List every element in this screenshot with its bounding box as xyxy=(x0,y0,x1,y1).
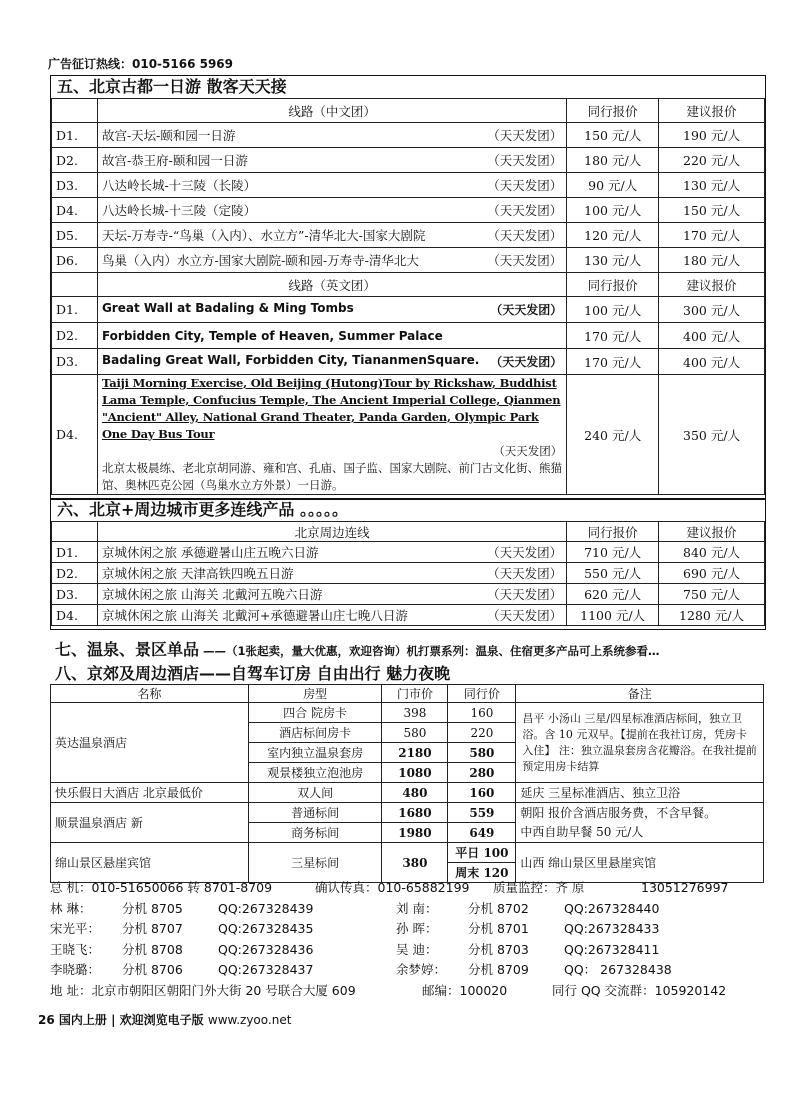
hotel-table-wrap xyxy=(50,684,764,883)
daily-tag: （天天发团） xyxy=(487,128,563,143)
list-price: 580 xyxy=(382,723,448,743)
peer-price: 150 元/人 xyxy=(567,123,659,148)
tour-row xyxy=(52,542,765,563)
staff-row xyxy=(50,899,764,920)
row-code: D6. xyxy=(52,248,98,273)
daily-tag: （天天发团） xyxy=(487,203,563,218)
hotel-row xyxy=(51,843,764,863)
suggest-price: 180 元/人 xyxy=(659,248,765,273)
room-type: 室内独立温泉套房 xyxy=(248,743,382,763)
staff-extension: 分机 8701 xyxy=(468,921,529,936)
sec6-header-row xyxy=(52,522,765,542)
daily-tag: （天天发团） xyxy=(487,545,563,560)
daily-tag: （天天发团） xyxy=(487,587,563,602)
hotel-name: 绵山景区悬崖宾馆 xyxy=(51,843,249,883)
peer-price: 180 元/人 xyxy=(567,148,659,173)
route-cell xyxy=(97,542,566,563)
staff-name: 李晓璐： xyxy=(50,962,101,977)
tour-row xyxy=(52,563,765,584)
quality-control: 质量监控：齐 原 xyxy=(493,880,585,895)
address: 地 址：北京市朝阳区朝阳门外大街 20 号联合大厦 609 xyxy=(50,982,356,998)
hotel-name-header: 名称 xyxy=(51,685,249,703)
daily-tag: （天天发团） xyxy=(487,253,563,268)
hotel-row xyxy=(51,803,764,823)
row-code: D2. xyxy=(52,323,98,349)
suggest-price: 190 元/人 xyxy=(659,123,765,148)
staff-qq: QQ:267328411 xyxy=(564,941,660,957)
staff-qq: QQ:267328435 xyxy=(218,921,314,936)
staff-extension: 分机 8703 xyxy=(468,941,529,957)
hotel-row xyxy=(51,783,764,803)
contact-main-line xyxy=(50,878,764,899)
d4-tag: （天天发团） xyxy=(493,444,563,458)
d4-route-cn: 北京太极晨练、老北京胡同游、雍和宫、孔庙、国子监、国家大剧院、前门古文化街、熊猫馆、奥林匹克公园（鸟巢水立方外景）一日游。 xyxy=(101,461,562,492)
route-cell xyxy=(97,148,566,173)
staff-row xyxy=(50,940,764,961)
cn-header-row xyxy=(52,99,765,123)
route-name: Forbidden City, Temple of Heaven, Summer Palace xyxy=(101,328,443,343)
staff-name: 刘 南： xyxy=(396,900,438,916)
suggest-price: 300 元/人 xyxy=(659,297,765,323)
en-header-row xyxy=(52,273,765,297)
staff-name: 吴 迪： xyxy=(396,941,438,957)
postcode: 邮编：100020 xyxy=(422,982,508,998)
daily-tag: （天天发团） xyxy=(490,303,563,317)
contact-block xyxy=(50,878,764,1001)
hotel-table xyxy=(50,684,764,883)
route-name: 鸟巢（入内）水立方-国家大剧院-颐和园-万寿寺-清华北大 xyxy=(101,253,419,268)
daily-tag: （天天发团） xyxy=(487,608,563,623)
hotel-remark: 延庆 三星标准酒店、独立卫浴 xyxy=(516,783,764,803)
route-name: Badaling Great Wall, Forbidden City, TiananmenSquare. xyxy=(101,353,480,367)
route-name: 京城休闲之旅 承德避暑山庄五晚六日游 xyxy=(101,545,319,560)
suggest-price: 400 元/人 xyxy=(659,323,765,349)
section-5-box xyxy=(50,75,766,500)
tour-row xyxy=(52,297,765,323)
staff-extension: 分机 8702 xyxy=(468,900,529,916)
peer-price-weekday: 平日 100 xyxy=(448,843,516,863)
peer-price: 130 元/人 xyxy=(567,248,659,273)
peer-price: 550 元/人 xyxy=(567,563,659,584)
list-price-header: 门市价 xyxy=(382,685,448,703)
list-price: 380 xyxy=(382,843,448,883)
route-name: Great Wall at Badaling & Ming Tombs xyxy=(101,301,354,315)
tour-row xyxy=(52,198,765,223)
room-type: 四合 院房卡 xyxy=(248,703,382,723)
list-price: 480 xyxy=(382,783,448,803)
staff-qq: QQ:267328433 xyxy=(564,921,660,936)
hotel-header-row xyxy=(51,685,764,703)
suggest-price: 690 元/人 xyxy=(659,563,765,584)
section-6-title: 六、北京+周边城市更多连线产品 。。。。。 xyxy=(57,500,348,519)
peer-price: 160 xyxy=(448,783,516,803)
route-name: 天坛-万寿寺-“鸟巢（入内）、水立方”-清华北大-国家大剧院 xyxy=(101,228,426,243)
remark-line: 朝阳 报价含酒店服务费，不含早餐。 xyxy=(520,805,717,820)
linked-tour-table xyxy=(51,521,765,626)
row-code: D3. xyxy=(52,584,98,605)
tour-row xyxy=(52,223,765,248)
peer-price: 280 xyxy=(448,763,516,783)
peer-price: 100 元/人 xyxy=(567,198,659,223)
room-type: 普通标间 xyxy=(248,803,382,823)
route-cell xyxy=(97,323,566,349)
tour-row xyxy=(52,323,765,349)
staff-qq: QQ:267328440 xyxy=(564,900,660,916)
suggest-price: 170 元/人 xyxy=(659,223,765,248)
route-cell xyxy=(97,563,566,584)
list-price: 1080 xyxy=(382,763,448,783)
room-type: 三星标间 xyxy=(248,843,382,883)
hotel-remark: 山西 绵山景区里悬崖宾馆 xyxy=(516,843,764,883)
address-line xyxy=(50,981,764,1002)
page-footer xyxy=(38,1011,291,1028)
peer-price: 559 xyxy=(448,803,516,823)
staff-qq: QQ:267328439 xyxy=(218,900,314,916)
row-code: D4. xyxy=(52,375,98,495)
suggest-price: 130 元/人 xyxy=(659,173,765,198)
section-5-title: 五、北京古都一日游 散客天天接 xyxy=(57,77,287,96)
list-price: 1680 xyxy=(382,803,448,823)
staff-row xyxy=(50,960,764,981)
staff-name: 林 琳： xyxy=(50,900,92,916)
staff-extension: 分机 8708 xyxy=(122,941,183,957)
suggest-price: 400 元/人 xyxy=(659,349,765,375)
staff-extension: 分机 8706 xyxy=(122,962,183,977)
tour-row xyxy=(52,349,765,375)
en-d4-row xyxy=(52,375,765,495)
peer-price: 160 xyxy=(448,703,516,723)
quality-phone: 13051276997 xyxy=(641,880,729,895)
qq-group: 同行 QQ 交流群：105920142 xyxy=(552,982,727,998)
peer-price: 100 元/人 xyxy=(567,297,659,323)
hotel-name: 英达温泉酒店 xyxy=(51,703,249,783)
list-price: 2180 xyxy=(382,743,448,763)
hotel-name: 快乐假日大酒店 北京最低价 xyxy=(51,783,249,803)
tour-row xyxy=(52,584,765,605)
route-name: 故宫-天坛-颐和园一日游 xyxy=(101,128,236,143)
cn-suggest-header: 建议报价 xyxy=(659,99,765,123)
staff-qq: QQ:267328436 xyxy=(218,941,314,957)
row-code: D5. xyxy=(52,223,98,248)
peer-price: 120 元/人 xyxy=(567,223,659,248)
en-route-header: 线路（英文团） xyxy=(97,273,566,297)
room-type: 酒店标间房卡 xyxy=(248,723,382,743)
daily-tag: （天天发团） xyxy=(487,178,563,193)
remark-line: 中西自助早餐 50 元/人 xyxy=(520,824,644,839)
tour-row xyxy=(52,173,765,198)
row-code: D3. xyxy=(52,349,98,375)
d4-route-en: Taiji Morning Exercise, Old Beijing (Hutong)Tour by Rickshaw, Buddhist Lama Temple, Confucius Temple, The Ancient Imperial College, Qianmen "Ancient" Alley, National Grand Theater, Panda Garden, Olympic Park One Day Bus Tour xyxy=(101,376,561,441)
peer-price: 220 xyxy=(448,723,516,743)
staff-name: 余梦婷： xyxy=(396,962,447,977)
route-name: 故宫-恭王府-颐和园一日游 xyxy=(101,153,248,168)
en-suggest-header: 建议报价 xyxy=(659,273,765,297)
daily-tag: （天天发团） xyxy=(490,355,563,369)
staff-name: 宋光平： xyxy=(50,921,101,936)
footer-separator: | xyxy=(111,1013,116,1027)
cn-route-header: 线路（中文团） xyxy=(97,99,566,123)
staff-qq: QQ:267328437 xyxy=(218,962,314,977)
tour-row xyxy=(52,605,765,626)
peer-price-weekend: 周末 120 xyxy=(448,863,516,883)
hotel-row xyxy=(51,703,764,723)
suggest-price: 150 元/人 xyxy=(659,198,765,223)
peer-price: 170 元/人 xyxy=(567,349,659,375)
route-cell xyxy=(97,349,566,375)
tour-row xyxy=(52,148,765,173)
footer-slogan: 欢迎浏览电子版 xyxy=(119,1013,204,1027)
suggest-price: 220 元/人 xyxy=(659,148,765,173)
row-code: D4. xyxy=(52,605,98,626)
section-7-heading xyxy=(55,637,660,660)
peer-price-header: 同行价 xyxy=(448,685,516,703)
cn-peer-header: 同行报价 xyxy=(567,99,659,123)
row-code: D1. xyxy=(52,297,98,323)
suggest-price: 1280 元/人 xyxy=(659,605,765,626)
peer-price: 620 元/人 xyxy=(567,584,659,605)
route-cell xyxy=(97,297,566,323)
staff-name: 孙 晖： xyxy=(396,921,438,936)
route-cell xyxy=(97,198,566,223)
route-cell xyxy=(97,605,566,626)
hotel-remark: 昌平 小汤山 三星/四星标准酒店标间，独立卫浴。含 10 元双早。【提前在我社订房，凭房卡入住】 注：独立温泉套房含花瓣浴。在我社提前预定用房卡结算 xyxy=(516,703,764,783)
route-name: 八达岭长城-十三陵（定陵） xyxy=(101,203,257,218)
ad-hotline: 广告征订热线：010-5166 5969 xyxy=(48,57,234,71)
row-code: D2. xyxy=(52,148,98,173)
suggest-price: 750 元/人 xyxy=(659,584,765,605)
d4-peer-price: 240 元/人 xyxy=(567,375,659,495)
daily-tag: （天天发团） xyxy=(487,228,563,243)
peer-price: 580 xyxy=(448,743,516,763)
sec6-peer-header: 同行报价 xyxy=(567,522,659,542)
remark-header: 备注 xyxy=(516,685,764,703)
staff-extension: 分机 8707 xyxy=(122,921,183,936)
tour-row xyxy=(52,248,765,273)
section-8-title: 八、京郊及周边酒店——自驾车订房 自由出行 魅力夜晚 xyxy=(55,664,451,683)
book-name: 国内上册 xyxy=(58,1013,107,1027)
list-price: 1980 xyxy=(382,823,448,843)
daily-tag: （天天发团） xyxy=(487,566,563,581)
suggest-price: 840 元/人 xyxy=(659,542,765,563)
day-tour-table xyxy=(51,98,765,495)
room-type-header: 房型 xyxy=(248,685,382,703)
room-type: 观景楼独立泡池房 xyxy=(248,763,382,783)
route-cell xyxy=(97,584,566,605)
switchboard: 总 机：010-51650066 转 8701-8709 xyxy=(50,880,273,895)
room-type: 商务标间 xyxy=(248,823,382,843)
row-code: D1. xyxy=(52,542,98,563)
route-name: 八达岭长城-十三陵（长陵） xyxy=(101,178,257,193)
section-7-note: ——（1张起卖，量大优惠，欢迎咨询）机打票系列：温泉、住宿更多产品可上系统参看… xyxy=(203,644,660,658)
staff-list xyxy=(50,899,764,981)
route-name: 京城休闲之旅 天津高铁四晚五日游 xyxy=(101,566,294,581)
route-name: 京城休闲之旅 山海关 北戴河+承德避暑山庄七晚八日游 xyxy=(101,608,408,623)
website-link[interactable]: www.zyoo.net xyxy=(207,1013,292,1027)
peer-price: 170 元/人 xyxy=(567,323,659,349)
d4-suggest-price: 350 元/人 xyxy=(659,375,765,495)
sec6-route-header: 北京周边连线 xyxy=(97,522,566,542)
staff-name: 王晓飞： xyxy=(50,941,101,957)
row-code: D4. xyxy=(52,198,98,223)
room-type: 双人间 xyxy=(248,783,382,803)
peer-price: 1100 元/人 xyxy=(567,605,659,626)
row-code: D2. xyxy=(52,563,98,584)
row-code: D3. xyxy=(52,173,98,198)
section-6-box xyxy=(50,498,766,630)
peer-price: 649 xyxy=(448,823,516,843)
fax: 确认传真：010-65882199 xyxy=(315,880,470,895)
daily-tag: （天天发团） xyxy=(487,153,563,168)
page-number: 26 xyxy=(38,1013,55,1027)
route-cell xyxy=(97,123,566,148)
staff-extension: 分机 8705 xyxy=(122,900,183,916)
hotel-remark xyxy=(516,803,764,843)
staff-qq: QQ： 267328438 xyxy=(564,962,672,977)
row-code: D1. xyxy=(52,123,98,148)
section-7-title: 七、温泉、景区单品 xyxy=(55,640,200,659)
list-price: 398 xyxy=(382,703,448,723)
route-cell xyxy=(97,248,566,273)
staff-extension: 分机 8709 xyxy=(468,962,529,977)
tour-row xyxy=(52,123,765,148)
staff-row xyxy=(50,919,764,940)
sec6-suggest-header: 建议报价 xyxy=(659,522,765,542)
route-cell xyxy=(97,223,566,248)
peer-price: 710 元/人 xyxy=(567,542,659,563)
route-cell xyxy=(97,173,566,198)
route-name: 京城休闲之旅 山海关 北戴河五晚六日游 xyxy=(101,587,323,602)
peer-price: 90 元/人 xyxy=(567,173,659,198)
hotel-name: 顺景温泉酒店 新 xyxy=(51,803,249,843)
en-peer-header: 同行报价 xyxy=(567,273,659,297)
